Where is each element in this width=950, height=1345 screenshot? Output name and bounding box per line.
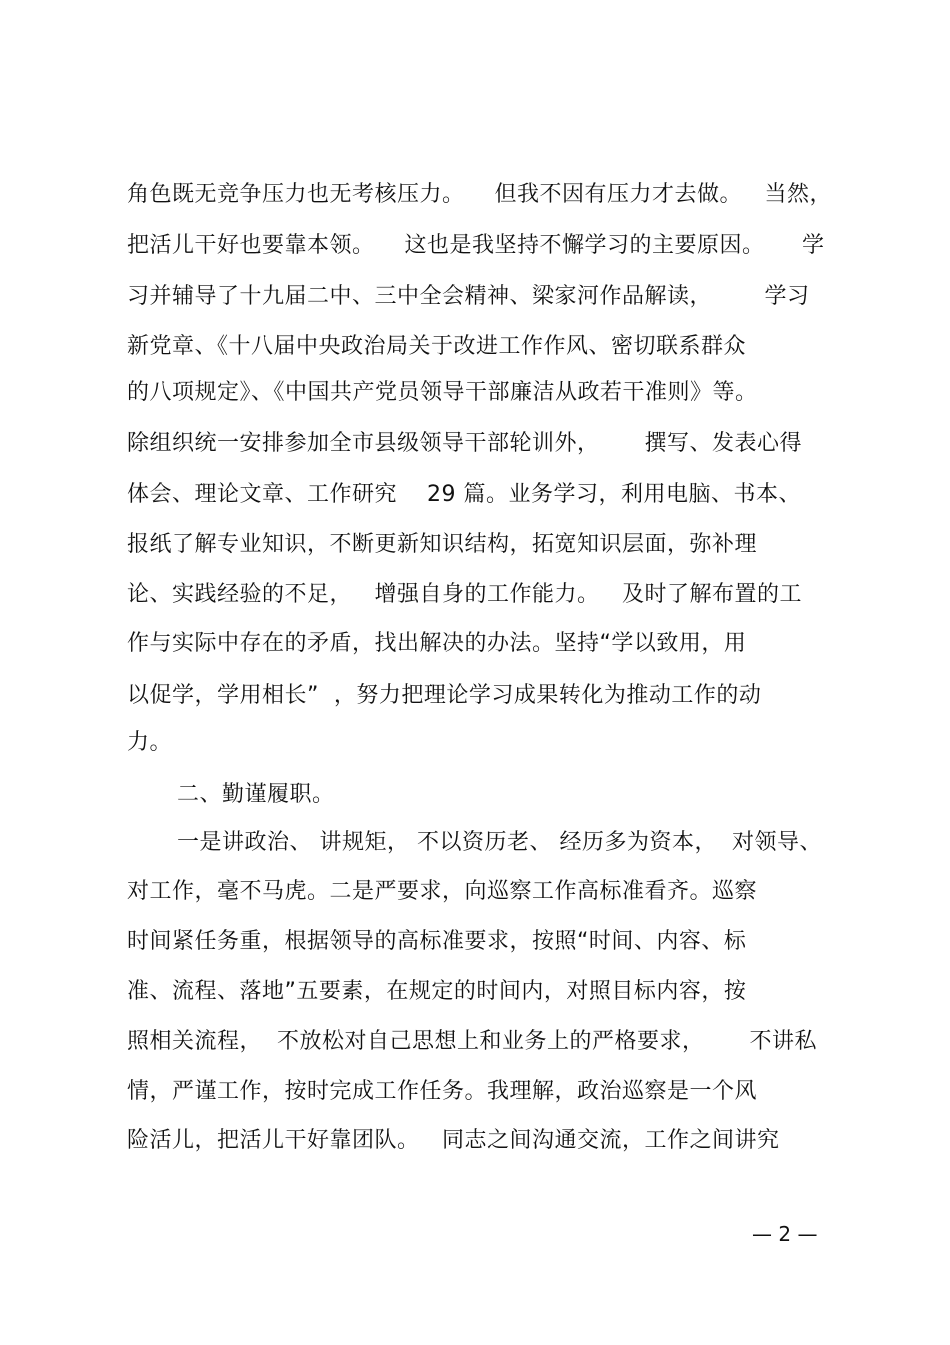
text-line: 以促学，学用相长” ，努力把理论学习成果转化为推动工作的动 — [127, 683, 762, 708]
text-line: 力。 — [127, 730, 173, 755]
page-number: — 2 — — [752, 1222, 818, 1246]
text-line: 险活儿，把活儿干好靠团队。 同志之间沟通交流，工作之间讲究 — [127, 1128, 780, 1153]
text-line: 把活儿干好也要靠本领。 这也是我坚持不懈学习的主要原因。 学 — [127, 233, 825, 258]
section-heading: 二、勤谨履职。 — [177, 782, 335, 807]
text-line: 角色既无竞争压力也无考核压力。 但我不因有压力才去做。 当然， — [127, 182, 832, 207]
paragraph-first-line: 一是讲政治、 讲规矩， 不以资历老、 经历多为资本， 对领导、 — [177, 830, 822, 855]
text-line: 新党章、《十八届中央政治局关于改进工作作风、密切联系群众 — [127, 334, 747, 359]
text-line: 除组织统一安排参加全市县级领导干部轮训外， 撰写、发表心得 — [127, 431, 802, 456]
text-line: 体会、理论文章、工作研究 29 篇。业务学习，利用电脑、书本、 — [127, 482, 801, 507]
text-line: 的八项规定》、《中国共产党员领导干部廉洁从政若干准则》等。 — [127, 380, 758, 405]
text-line: 报纸了解专业知识，不断更新知识结构，拓宽知识层面，弥补理 — [127, 532, 758, 557]
text-line: 论、实践经验的不足， 增强自身的工作能力。 及时了解布置的工 — [127, 582, 802, 607]
text-line: 情，严谨工作，按时完成工作任务。我理解，政治巡察是一个风 — [127, 1079, 758, 1104]
text-line: 习并辅导了十九届二中、三中全会精神、梁家河作品解读， 学习 — [127, 284, 810, 309]
text-line: 时间紧任务重，根据领导的高标准要求，按照“时间、内容、标 — [127, 929, 747, 954]
text-line: 对工作，毫不马虎。二是严要求，向巡察工作高标准看齐。巡察 — [127, 879, 758, 904]
text-line: 照相关流程， 不放松对自己思想上和业务上的严格要求， 不讲私 — [127, 1029, 817, 1054]
text-line: 准、流程、落地”五要素，在规定的时间内，对照目标内容，按 — [127, 979, 747, 1004]
text-line: 作与实际中存在的矛盾，找出解决的办法。坚持“学以致用，用 — [127, 631, 747, 656]
